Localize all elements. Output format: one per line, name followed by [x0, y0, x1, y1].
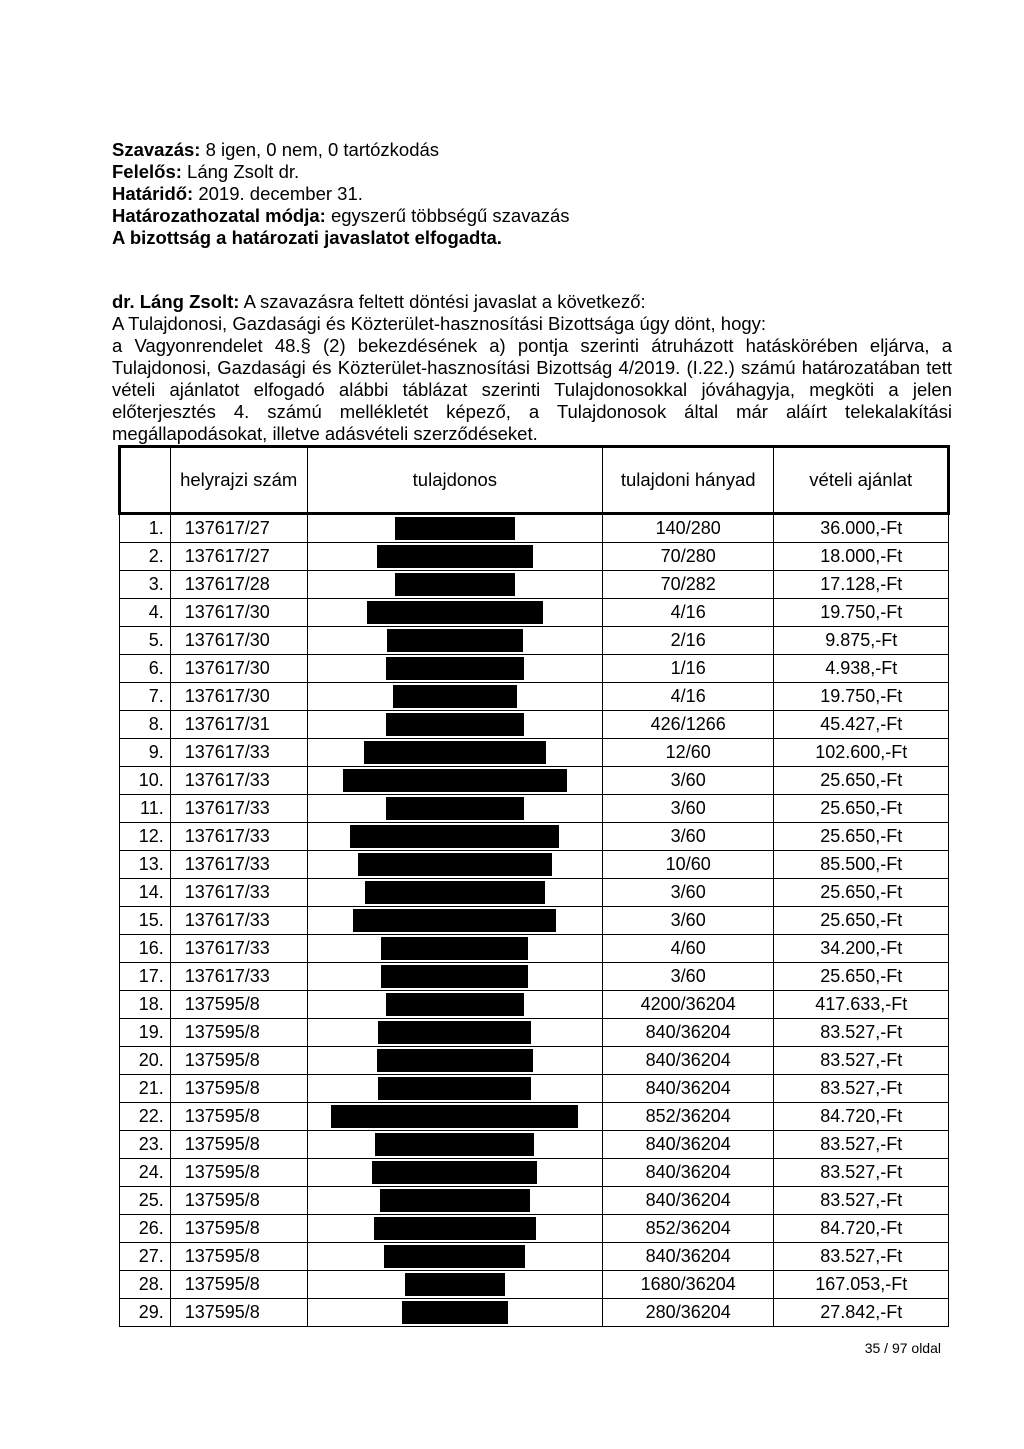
ownership-share-cell: 3/60 — [602, 767, 773, 795]
parcel-number-cell: 137595/8 — [170, 1075, 307, 1103]
parcel-number-cell: 137595/8 — [170, 1215, 307, 1243]
parcel-number-cell: 137617/33 — [170, 767, 307, 795]
ownership-share-cell: 840/36204 — [602, 1075, 773, 1103]
ownership-share-cell: 4/60 — [602, 935, 773, 963]
purchase-offer-cell: 83.527,-Ft — [774, 1243, 949, 1271]
purchase-offer-cell: 417.633,-Ft — [774, 991, 949, 1019]
row-index: 4. — [120, 599, 171, 627]
owner-cell — [307, 1271, 602, 1299]
redaction-bar — [367, 601, 544, 624]
parcel-number-cell: 137595/8 — [170, 991, 307, 1019]
purchase-offer-cell: 167.053,-Ft — [774, 1271, 949, 1299]
row-index: 19. — [120, 1019, 171, 1047]
row-index: 22. — [120, 1103, 171, 1131]
redaction-bar — [380, 1189, 530, 1212]
owner-cell — [307, 879, 602, 907]
purchase-offer-cell: 4.938,-Ft — [774, 655, 949, 683]
redaction-bar — [372, 1161, 537, 1184]
purchase-offer-cell: 85.500,-Ft — [774, 851, 949, 879]
purchase-offer-cell: 27.842,-Ft — [774, 1299, 949, 1327]
table-row — [120, 1187, 949, 1215]
redaction-bar — [402, 1301, 508, 1324]
table-row — [120, 1243, 949, 1271]
table-row — [120, 655, 949, 683]
owner-cell — [307, 543, 602, 571]
row-index: 23. — [120, 1131, 171, 1159]
redaction-bar — [378, 1077, 531, 1100]
table-row — [120, 711, 949, 739]
redaction-bar — [386, 657, 524, 680]
redaction-bar — [381, 937, 528, 960]
purchase-offer-cell: 84.720,-Ft — [774, 1103, 949, 1131]
table-row — [120, 514, 949, 543]
ownership-share-cell: 1/16 — [602, 655, 773, 683]
parcel-number-cell: 137617/33 — [170, 739, 307, 767]
table-header-row — [120, 447, 949, 514]
row-index: 5. — [120, 627, 171, 655]
row-index: 26. — [120, 1215, 171, 1243]
redaction-bar — [365, 881, 545, 904]
ownership-share-cell: 3/60 — [602, 823, 773, 851]
table-row — [120, 543, 949, 571]
parcel-number-cell: 137617/33 — [170, 851, 307, 879]
proposal-committee-line: A Tulajdonosi, Gazdasági és Közterület-hasznosítási Bizottsága úgy dönt, hogy: — [112, 313, 767, 334]
row-index: 7. — [120, 683, 171, 711]
parcel-number-cell: 137617/33 — [170, 963, 307, 991]
redaction-bar — [384, 1245, 525, 1268]
ownership-share-cell: 840/36204 — [602, 1159, 773, 1187]
parcel-number-cell: 137617/27 — [170, 514, 307, 543]
owner-cell — [307, 823, 602, 851]
proposal-text — [112, 291, 952, 445]
owner-cell — [307, 514, 602, 543]
row-index: 24. — [120, 1159, 171, 1187]
purchase-offer-cell: 83.527,-Ft — [774, 1131, 949, 1159]
ownership-share-cell: 3/60 — [602, 879, 773, 907]
parcel-number-cell: 137617/30 — [170, 683, 307, 711]
table-row — [120, 739, 949, 767]
owner-cell — [307, 851, 602, 879]
parcel-number-cell: 137595/8 — [170, 1103, 307, 1131]
purchase-offer-cell: 83.527,-Ft — [774, 1019, 949, 1047]
owner-cell — [307, 655, 602, 683]
redaction-bar — [395, 517, 516, 540]
redaction-bar — [358, 853, 552, 876]
row-index: 8. — [120, 711, 171, 739]
owner-cell — [307, 963, 602, 991]
parcel-number-cell: 137617/27 — [170, 543, 307, 571]
vote-result-line: Szavazás: 8 igen, 0 nem, 0 tartózkodás — [112, 139, 440, 160]
row-index: 21. — [120, 1075, 171, 1103]
ownership-share-cell: 140/280 — [602, 514, 773, 543]
header-parcel-number: helyrajzi szám — [170, 447, 307, 514]
ownership-share-cell: 3/60 — [602, 963, 773, 991]
proposal-intro: dr. Láng Zsolt: A szavazásra feltett döntési javaslat a következő: — [112, 291, 646, 312]
parcel-number-cell: 137595/8 — [170, 1019, 307, 1047]
parcel-number-cell: 137617/30 — [170, 627, 307, 655]
parcel-number-cell: 137595/8 — [170, 1159, 307, 1187]
owner-cell — [307, 1075, 602, 1103]
ownership-share-cell: 840/36204 — [602, 1047, 773, 1075]
owner-cell — [307, 1299, 602, 1327]
redaction-bar — [387, 629, 522, 652]
table-row — [120, 571, 949, 599]
row-index: 20. — [120, 1047, 171, 1075]
owner-cell — [307, 1019, 602, 1047]
ownership-share-cell: 70/282 — [602, 571, 773, 599]
purchase-offer-cell: 17.128,-Ft — [774, 571, 949, 599]
row-index: 28. — [120, 1271, 171, 1299]
owner-cell — [307, 1215, 602, 1243]
table-row — [120, 1075, 949, 1103]
redaction-bar — [377, 545, 533, 568]
ownership-share-cell: 840/36204 — [602, 1131, 773, 1159]
table-row — [120, 1103, 949, 1131]
ownership-share-cell: 280/36204 — [602, 1299, 773, 1327]
table-row — [120, 963, 949, 991]
parcel-number-cell: 137595/8 — [170, 1243, 307, 1271]
row-index: 11. — [120, 795, 171, 823]
owner-cell — [307, 571, 602, 599]
row-index: 14. — [120, 879, 171, 907]
ownership-share-cell: 852/36204 — [602, 1215, 773, 1243]
owner-cell — [307, 1187, 602, 1215]
table-row — [120, 823, 949, 851]
owners-table — [118, 445, 950, 1327]
table-row — [120, 1019, 949, 1047]
table-row — [120, 1215, 949, 1243]
parcel-number-cell: 137617/30 — [170, 655, 307, 683]
header-owner: tulajdonos — [307, 447, 602, 514]
ownership-share-cell: 840/36204 — [602, 1243, 773, 1271]
table-row — [120, 1159, 949, 1187]
redaction-bar — [374, 1217, 536, 1240]
ownership-share-cell: 70/280 — [602, 543, 773, 571]
table-row — [120, 935, 949, 963]
row-index: 9. — [120, 739, 171, 767]
row-index: 12. — [120, 823, 171, 851]
row-index: 13. — [120, 851, 171, 879]
purchase-offer-cell: 25.650,-Ft — [774, 963, 949, 991]
row-index: 10. — [120, 767, 171, 795]
ownership-share-cell: 426/1266 — [602, 711, 773, 739]
parcel-number-cell: 137617/28 — [170, 571, 307, 599]
redaction-bar — [343, 769, 567, 792]
row-index: 17. — [120, 963, 171, 991]
owner-cell — [307, 683, 602, 711]
parcel-number-cell: 137595/8 — [170, 1299, 307, 1327]
table-row — [120, 683, 949, 711]
row-index: 6. — [120, 655, 171, 683]
table-row — [120, 991, 949, 1019]
proposal-body: a Vagyonrendelet 48.§ (2) bekezdésének a) pontja szerinti átruházott hatáskörében eljárva, a Tulajdonosi, Gazdasági és Közterület-hasznosítási Bizottság 4/2019. (I.22.) számú határozatában tett vételi ajánlatot elfogadó alábbi táblázat szerinti Tulajdonosokkal jóváhagyja, megköti a jelen előterjesztés 4. számú mellékletét képező, a Tulajdonosok által már aláírt telekalakítási megállapodásokat, illetve adásvételi szerződéseket. — [112, 335, 952, 444]
ownership-share-cell: 4/16 — [602, 599, 773, 627]
redaction-bar — [350, 825, 559, 848]
ownership-share-cell: 1680/36204 — [602, 1271, 773, 1299]
row-index: 1. — [120, 514, 171, 543]
owner-cell — [307, 795, 602, 823]
parcel-number-cell: 137617/33 — [170, 823, 307, 851]
redaction-bar — [395, 573, 516, 596]
table-row — [120, 1047, 949, 1075]
table-row — [120, 907, 949, 935]
owner-cell — [307, 1243, 602, 1271]
purchase-offer-cell: 34.200,-Ft — [774, 935, 949, 963]
header-purchase-offer: vételi ajánlat — [774, 447, 949, 514]
redaction-bar — [386, 993, 524, 1016]
owner-cell — [307, 1103, 602, 1131]
redaction-bar — [378, 1021, 531, 1044]
parcel-number-cell: 137617/33 — [170, 879, 307, 907]
parcel-number-cell: 137617/31 — [170, 711, 307, 739]
purchase-offer-cell: 9.875,-Ft — [774, 627, 949, 655]
redaction-bar — [353, 909, 556, 932]
table-row — [120, 851, 949, 879]
header-ownership-share: tulajdoni hányad — [602, 447, 773, 514]
purchase-offer-cell: 102.600,-Ft — [774, 739, 949, 767]
redaction-bar — [375, 1133, 534, 1156]
deadline-line: Határidő: 2019. december 31. — [112, 183, 363, 204]
purchase-offer-cell: 36.000,-Ft — [774, 514, 949, 543]
redaction-bar — [405, 1273, 505, 1296]
purchase-offer-cell: 25.650,-Ft — [774, 767, 949, 795]
purchase-offer-cell: 25.650,-Ft — [774, 907, 949, 935]
redaction-bar — [393, 685, 517, 708]
parcel-number-cell: 137595/8 — [170, 1187, 307, 1215]
page-number: 35 / 97 oldal — [864, 1340, 941, 1356]
owner-cell — [307, 739, 602, 767]
purchase-offer-cell: 18.000,-Ft — [774, 543, 949, 571]
purchase-offer-cell: 19.750,-Ft — [774, 599, 949, 627]
parcel-number-cell: 137595/8 — [170, 1131, 307, 1159]
vote-summary — [112, 139, 952, 249]
owner-cell — [307, 599, 602, 627]
row-index: 3. — [120, 571, 171, 599]
redaction-bar — [377, 1049, 533, 1072]
parcel-number-cell: 137595/8 — [170, 1271, 307, 1299]
owner-cell — [307, 1159, 602, 1187]
ownership-share-cell: 840/36204 — [602, 1019, 773, 1047]
purchase-offer-cell: 83.527,-Ft — [774, 1159, 949, 1187]
header-index — [120, 447, 171, 514]
table-row — [120, 795, 949, 823]
purchase-offer-cell: 19.750,-Ft — [774, 683, 949, 711]
parcel-number-cell: 137595/8 — [170, 1047, 307, 1075]
table-body — [120, 514, 949, 1327]
owner-cell — [307, 935, 602, 963]
table-row — [120, 1299, 949, 1327]
ownership-share-cell: 2/16 — [602, 627, 773, 655]
ownership-share-cell: 3/60 — [602, 795, 773, 823]
row-index: 18. — [120, 991, 171, 1019]
table-row — [120, 599, 949, 627]
purchase-offer-cell: 25.650,-Ft — [774, 879, 949, 907]
purchase-offer-cell: 45.427,-Ft — [774, 711, 949, 739]
purchase-offer-cell: 83.527,-Ft — [774, 1075, 949, 1103]
owner-cell — [307, 767, 602, 795]
parcel-number-cell: 137617/30 — [170, 599, 307, 627]
decision-statement: A bizottság a határozati javaslatot elfogadta. — [112, 227, 502, 248]
ownership-share-cell: 12/60 — [602, 739, 773, 767]
table-row — [120, 879, 949, 907]
responsible-line: Felelős: Láng Zsolt dr. — [112, 161, 300, 182]
row-index: 29. — [120, 1299, 171, 1327]
ownership-share-cell: 4200/36204 — [602, 991, 773, 1019]
purchase-offer-cell: 84.720,-Ft — [774, 1215, 949, 1243]
redaction-bar — [364, 741, 546, 764]
owner-cell — [307, 907, 602, 935]
owner-cell — [307, 1131, 602, 1159]
owner-cell — [307, 627, 602, 655]
purchase-offer-cell: 83.527,-Ft — [774, 1187, 949, 1215]
owner-cell — [307, 991, 602, 1019]
ownership-share-cell: 852/36204 — [602, 1103, 773, 1131]
row-index: 2. — [120, 543, 171, 571]
purchase-offer-cell: 83.527,-Ft — [774, 1047, 949, 1075]
redaction-bar — [331, 1105, 578, 1128]
ownership-share-cell: 4/16 — [602, 683, 773, 711]
row-index: 25. — [120, 1187, 171, 1215]
table-row — [120, 627, 949, 655]
table-row — [120, 767, 949, 795]
row-index: 15. — [120, 907, 171, 935]
table-row — [120, 1131, 949, 1159]
owner-cell — [307, 1047, 602, 1075]
purchase-offer-cell: 25.650,-Ft — [774, 795, 949, 823]
decision-method-line: Határozathozatal módja: egyszerű többségű szavazás — [112, 205, 570, 226]
ownership-share-cell: 840/36204 — [602, 1187, 773, 1215]
row-index: 27. — [120, 1243, 171, 1271]
parcel-number-cell: 137617/33 — [170, 907, 307, 935]
redaction-bar — [386, 797, 524, 820]
redaction-bar — [386, 713, 524, 736]
redaction-bar — [381, 965, 528, 988]
purchase-offer-cell: 25.650,-Ft — [774, 823, 949, 851]
parcel-number-cell: 137617/33 — [170, 935, 307, 963]
ownership-share-cell: 10/60 — [602, 851, 773, 879]
parcel-number-cell: 137617/33 — [170, 795, 307, 823]
owner-cell — [307, 711, 602, 739]
table-row — [120, 1271, 949, 1299]
ownership-share-cell: 3/60 — [602, 907, 773, 935]
row-index: 16. — [120, 935, 171, 963]
